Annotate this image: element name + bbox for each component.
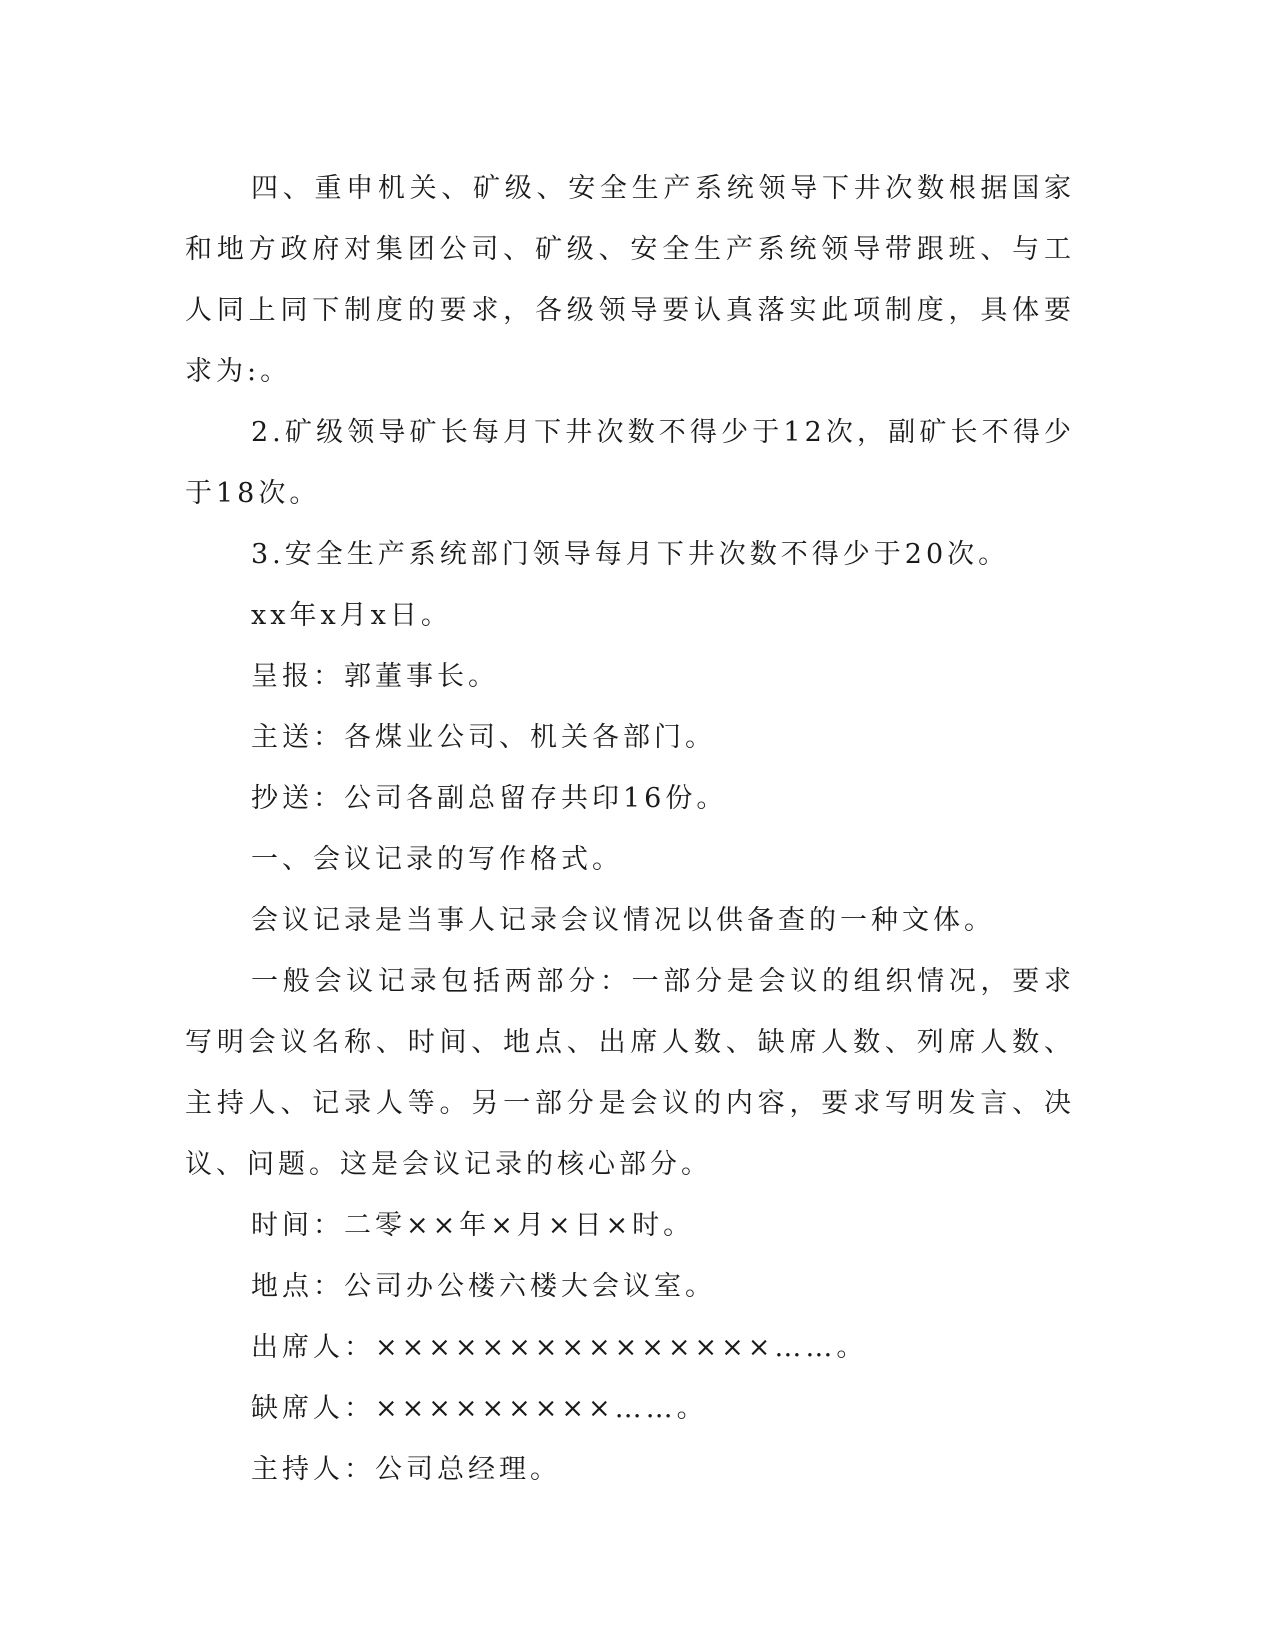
document-body [185, 158, 1075, 1500]
paragraph-absentees: 缺席人：×××××××××……。 [251, 1393, 708, 1424]
paragraph-time: 时间：二零××年×月×日×时。 [251, 1210, 695, 1241]
paragraph-regulation-intro: 四、重申机关、矿级、安全生产系统领导下井次数根据国家和地方政府对集团公司、矿级、安全生产系统领导带跟班、与工人同上同下制度的要求，各级领导要认真落实此项制度，具体要求为:。 [185, 173, 1075, 387]
paragraph-date: xx年x月x日。 [251, 600, 452, 631]
paragraph-mine-leader-requirement: 2.矿级领导矿长每月下井次数不得少于12次，副矿长不得少于18次。 [185, 417, 1075, 509]
paragraph-host: 主持人：公司总经理。 [251, 1454, 561, 1485]
paragraph-location: 地点：公司办公楼六楼大会议室。 [251, 1271, 716, 1302]
paragraph-main-recipients: 主送：各煤业公司、机关各部门。 [251, 722, 716, 753]
paragraph-section-heading: 一、会议记录的写作格式。 [251, 844, 623, 875]
paragraph-submit-to: 呈报：郭董事长。 [251, 661, 499, 692]
paragraph-cc: 抄送：公司各副总留存共印16份。 [251, 783, 728, 814]
paragraph-definition: 会议记录是当事人记录会议情况以供备查的一种文体。 [251, 905, 995, 936]
paragraph-structure: 一般会议记录包括两部分：一部分是会议的组织情况，要求写明会议名称、时间、地点、出席人数、缺席人数、列席人数、主持人、记录人等。另一部分是会议的内容，要求写明发言、决议、问题。这是会议记录的核心部分。 [185, 966, 1075, 1180]
paragraph-attendees: 出席人：×××××××××××××××……。 [251, 1332, 868, 1363]
paragraph-safety-dept-requirement: 3.安全生产系统部门领导每月下井次数不得少于20次。 [251, 539, 1010, 570]
